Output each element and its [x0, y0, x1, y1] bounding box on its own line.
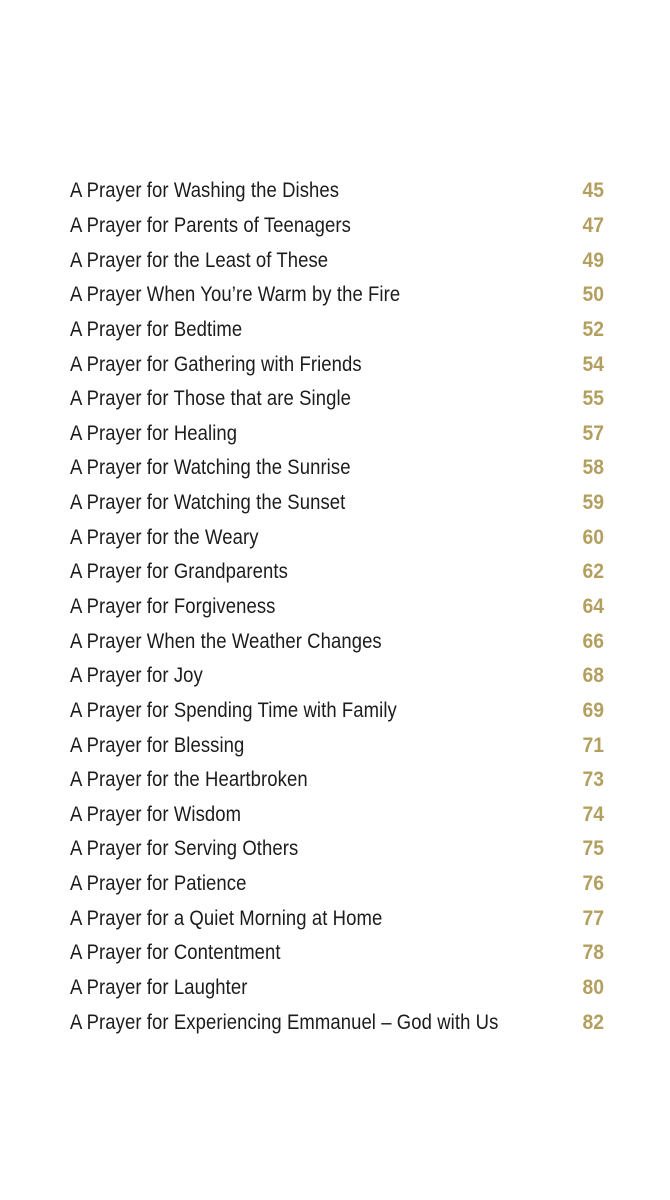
toc-entry[interactable]: [70, 971, 604, 1006]
toc-entry[interactable]: [70, 624, 604, 659]
toc-entry[interactable]: [70, 174, 604, 209]
toc-entry-page-number: 55: [582, 387, 604, 411]
toc-entry-title: A Prayer When the Weather Changes: [70, 629, 382, 653]
toc-entry-page-number: 59: [582, 491, 604, 515]
toc-entry[interactable]: [70, 486, 604, 521]
toc-entry-page-number: 58: [582, 456, 604, 480]
toc-entry-page-number: 66: [582, 629, 604, 653]
toc-entry[interactable]: [70, 590, 604, 625]
toc-entry[interactable]: [70, 451, 604, 486]
toc-entry-page-number: 68: [582, 664, 604, 688]
toc-entry-title: A Prayer for Parents of Teenagers: [70, 213, 351, 237]
toc-entry[interactable]: [70, 728, 604, 763]
toc-entry-title: A Prayer When You’re Warm by the Fire: [70, 283, 401, 307]
toc-entry[interactable]: [70, 520, 604, 555]
toc-entry-page-number: 75: [582, 837, 604, 861]
toc-entry-title: A Prayer for the Least of These: [70, 248, 329, 272]
toc-entry-title: A Prayer for a Quiet Morning at Home: [70, 906, 383, 930]
toc-entry[interactable]: [70, 382, 604, 417]
toc-entry-title: A Prayer for Those that are Single: [70, 387, 352, 411]
toc-entry-page-number: 54: [582, 352, 604, 376]
toc-entry[interactable]: [70, 763, 604, 798]
toc-entry-page-number: 52: [582, 317, 604, 341]
toc-entry[interactable]: [70, 1005, 604, 1040]
table-of-contents: [70, 174, 604, 1040]
toc-entry-page-number: 73: [582, 768, 604, 792]
toc-entry-page-number: 77: [582, 906, 604, 930]
toc-entry[interactable]: [70, 867, 604, 902]
toc-entry-title: A Prayer for Blessing: [70, 733, 245, 757]
toc-entry-title: A Prayer for Watching the Sunrise: [70, 456, 351, 480]
toc-entry-page-number: 82: [582, 1010, 604, 1034]
toc-entry[interactable]: [70, 313, 604, 348]
toc-entry[interactable]: [70, 798, 604, 833]
toc-entry[interactable]: [70, 694, 604, 729]
toc-entry-title: A Prayer for Patience: [70, 872, 247, 896]
toc-entry[interactable]: [70, 278, 604, 313]
toc-entry-title: A Prayer for Wisdom: [70, 802, 242, 826]
toc-entry-title: A Prayer for the Weary: [70, 525, 259, 549]
toc-entry-page-number: 80: [582, 976, 604, 1000]
toc-entry-title: A Prayer for the Heartbroken: [70, 768, 308, 792]
toc-entry[interactable]: [70, 416, 604, 451]
toc-entry[interactable]: [70, 555, 604, 590]
toc-entry-title: A Prayer for Grandparents: [70, 560, 288, 584]
toc-entry-page-number: 49: [582, 248, 604, 272]
toc-entry-title: A Prayer for Laughter: [70, 976, 248, 1000]
toc-entry-page-number: 62: [582, 560, 604, 584]
toc-entry-page-number: 64: [582, 595, 604, 618]
toc-entry-title: A Prayer for Watching the Sunset: [70, 491, 346, 515]
toc-entry[interactable]: [70, 209, 604, 244]
toc-entry-title: A Prayer for Gathering with Friends: [70, 352, 362, 376]
toc-entry-title: A Prayer for Serving Others: [70, 837, 299, 861]
toc-entry-page-number: 74: [582, 802, 604, 826]
toc-entry-page-number: 47: [582, 213, 604, 237]
toc-entry[interactable]: [70, 901, 604, 936]
toc-entry-title: A Prayer for Spending Time with Family: [70, 698, 397, 722]
toc-entry-page-number: 69: [582, 698, 604, 722]
toc-entry[interactable]: [70, 832, 604, 867]
toc-entry-page-number: 57: [582, 421, 604, 445]
toc-entry-title: A Prayer for Washing the Dishes: [70, 179, 340, 203]
toc-entry[interactable]: [70, 659, 604, 694]
toc-entry-page-number: 71: [582, 733, 604, 757]
toc-entry[interactable]: [70, 243, 604, 278]
toc-entry-title: A Prayer for Forgiveness: [70, 595, 276, 618]
toc-entry-title: A Prayer for Healing: [70, 421, 238, 445]
toc-entry-page-number: 45: [582, 179, 604, 203]
toc-entry-title: A Prayer for Experiencing Emmanuel – God with Us: [70, 1010, 499, 1034]
toc-entry-page-number: 60: [582, 525, 604, 549]
toc-entry-title: A Prayer for Bedtime: [70, 317, 243, 341]
toc-entry-title: A Prayer for Joy: [70, 664, 203, 688]
toc-entry-page-number: 78: [582, 941, 604, 965]
toc-entry-title: A Prayer for Contentment: [70, 941, 281, 965]
toc-entry-page-number: 76: [582, 872, 604, 896]
toc-entry[interactable]: [70, 347, 604, 382]
toc-entry[interactable]: [70, 936, 604, 971]
toc-entry-page-number: 50: [582, 283, 604, 307]
